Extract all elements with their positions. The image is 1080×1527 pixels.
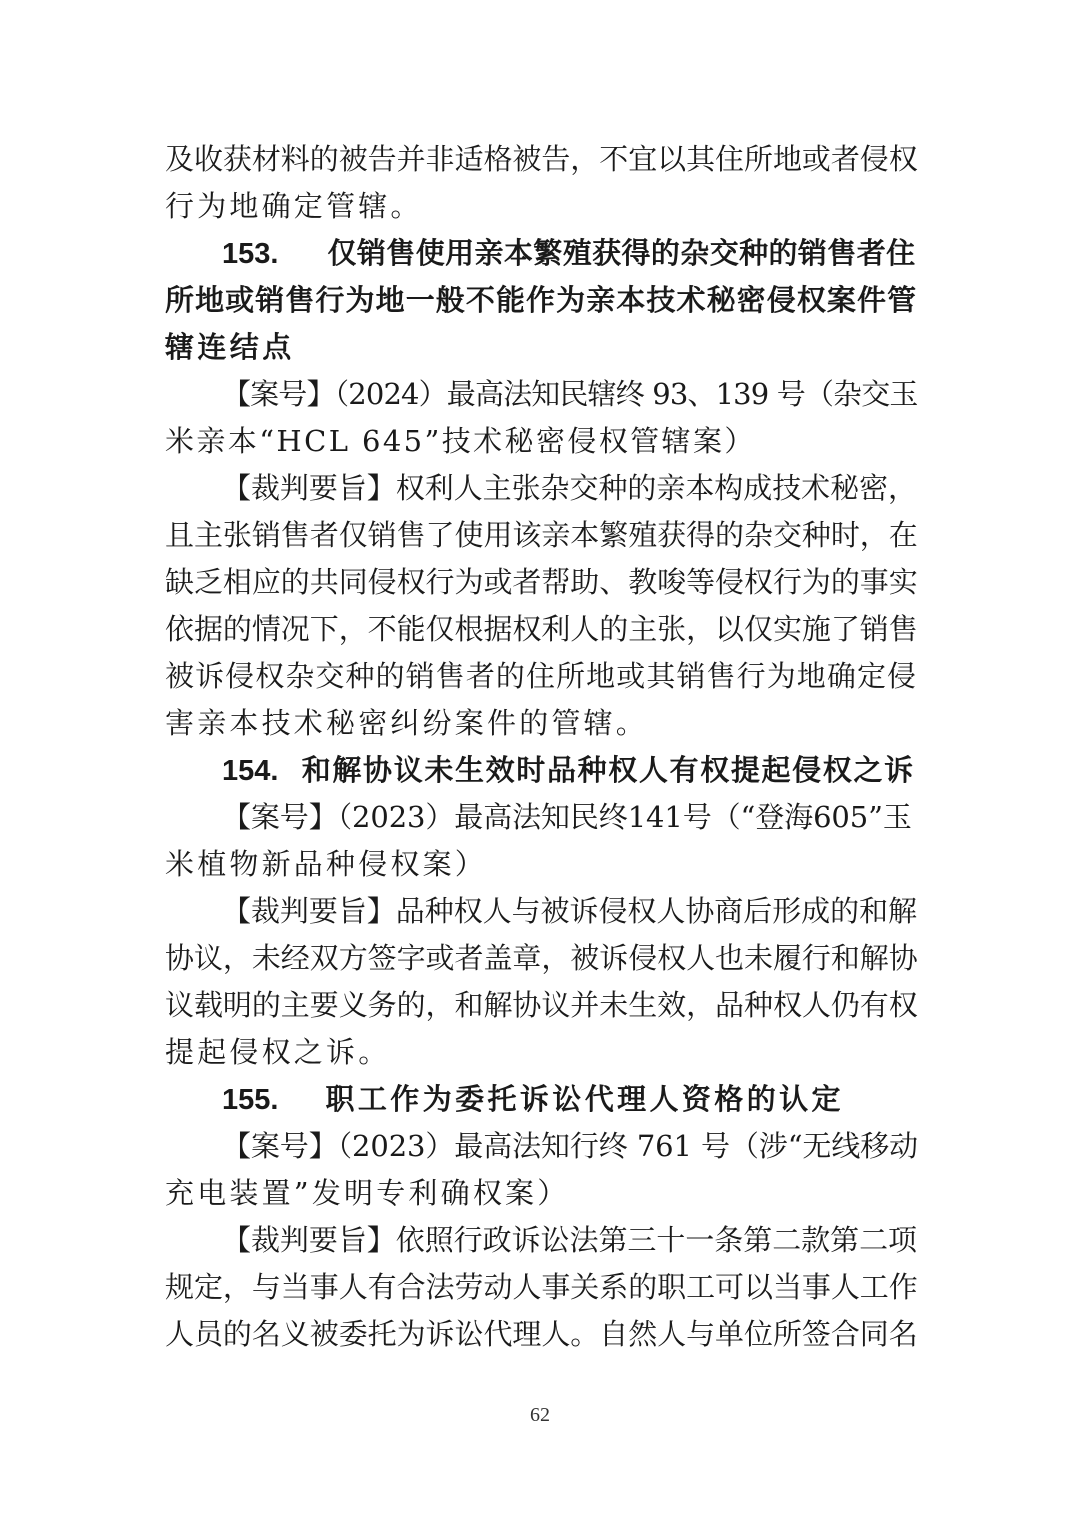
case-number-line: 米植物新品种侵权案） [165,847,488,881]
case-number-line: 米亲本“HCL 645”技术秘密侵权管辖案） [165,424,756,458]
ruling-summary-line: 提起侵权之诉。 [165,1035,391,1069]
section-heading-154 [222,750,917,791]
body-text-line: 及收获材料的被告并非适格被告，不宜以其住所地或者侵权 [165,142,918,176]
ruling-summary-line: 害亲本技术秘密纠纷案件的管辖。 [165,706,649,740]
ruling-summary-line: 规定，与当事人有合法劳动人事关系的职工可以当事人工作 [165,1270,918,1304]
page-number: 62 [530,1404,550,1426]
section-heading-text: 职工作为委托诉讼代理人资格的认定 [325,1082,844,1116]
section-number: 154. [222,755,279,787]
ruling-summary-line: 协议，未经双方签字或者盖章，被诉侵权人也未履行和解协 [165,941,918,975]
ruling-summary-line: 且主张销售者仅销售了使用该亲本繁殖获得的杂交种时，在 [165,518,918,552]
ruling-summary-line: 被诉侵权杂交种的销售者的住所地或其销售行为地确定侵 [165,659,917,693]
ruling-summary-line: 议载明的主要义务的，和解协议并未生效，品种权人仍有权 [165,988,918,1022]
case-number-line: 【案号】（2023）最高法知民终141号（“登海605”玉 [222,800,912,834]
section-number: 153. [222,238,279,270]
section-heading-text: 所地或销售行为地一般不能作为亲本技术秘密侵权案件管 [165,283,917,317]
ruling-summary-line: 【裁判要旨】依照行政诉讼法第三十一条第二款第二项 [222,1223,917,1257]
ruling-summary-line: 人员的名义被委托为诉讼代理人。自然人与单位所签合同名 [165,1317,918,1351]
section-heading-text: 仅销售使用亲本繁殖获得的杂交种的销售者住 [327,236,916,270]
section-heading-153 [222,233,917,274]
section-heading-text: 辖连结点 [165,330,295,364]
body-text-line: 行为地确定管辖。 [165,189,423,223]
ruling-summary-line: 依据的情况下，不能仅根据权利人的主张，以仅实施了销售 [165,612,918,646]
case-number-line: 充电装置”发明专利确权案） [165,1176,570,1210]
ruling-summary-line: 【裁判要旨】权利人主张杂交种的亲本构成技术秘密， [222,471,917,505]
ruling-summary-line: 缺乏相应的共同侵权行为或者帮助、教唆等侵权行为的事实 [165,565,918,599]
case-number-line: 【案号】（2024）最高法知民辖终 93、139 号（杂交玉 [222,377,918,411]
section-heading-155 [222,1079,917,1120]
section-number: 155. [222,1084,279,1116]
ruling-summary-line: 【裁判要旨】品种权人与被诉侵权人协商后形成的和解 [222,894,917,928]
case-number-line: 【案号】（2023）最高法知行终 761 号（涉“无线移动 [222,1129,919,1163]
section-heading-text: 和解协议未生效时品种权人有权提起侵权之诉 [301,753,915,787]
